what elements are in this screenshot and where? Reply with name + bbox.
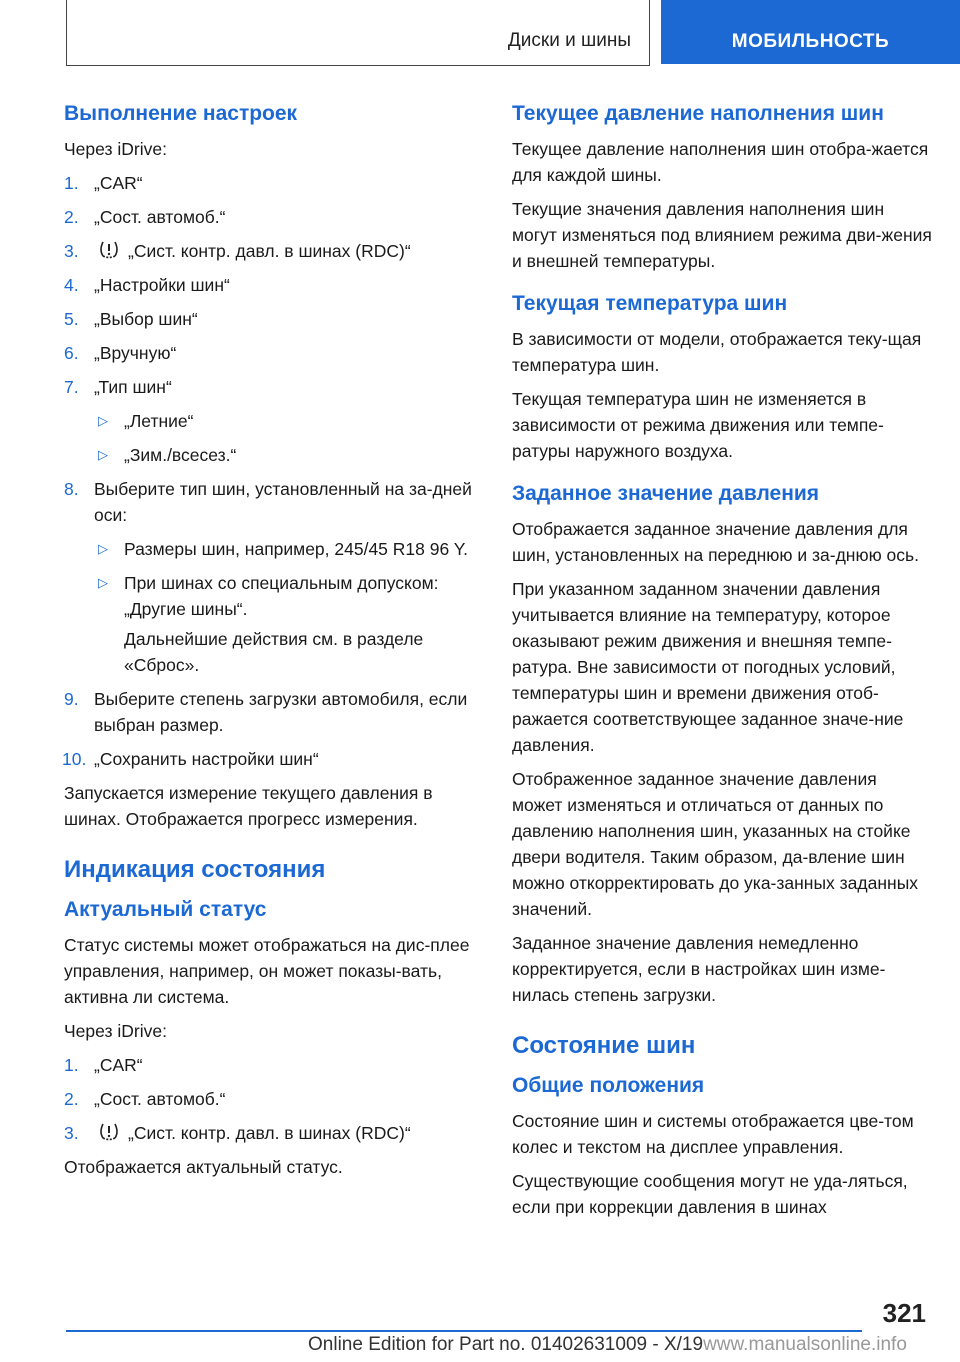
heading-settings: Выполнение настроек (64, 102, 298, 125)
triangle-bullet-icon: ▷ (98, 413, 108, 428)
step-number: 10. (62, 749, 87, 769)
step-item (64, 476, 480, 678)
section-title: Диски и шины (507, 30, 631, 51)
step-text: „CAR“ (94, 173, 143, 193)
chapter-title: МОБИЛЬНОСТЬ (731, 31, 890, 52)
step-number: 9. (64, 689, 79, 709)
triangle-bullet-icon: ▷ (98, 575, 108, 590)
step-text: „Настройки шин“ (94, 275, 230, 295)
heading-actual-status: Актуальный статус (64, 898, 267, 921)
sub-text: „Летние“ (124, 411, 194, 431)
status-steps (64, 1052, 480, 1146)
heading-current-temperature: Текущая температура шин (512, 292, 788, 315)
general-p1: Состояние шин и системы отображается цве-том колес и текстом на дисплее управления. (512, 1111, 914, 1157)
sub-note: Дальнейшие действия см. в разделе «Сброс». (124, 629, 424, 675)
rear-axle-options (94, 536, 480, 678)
step-item (64, 204, 480, 230)
step-item (64, 746, 480, 772)
step-text: „Вручную“ (94, 343, 177, 363)
step-text: „Сост. автомоб.“ (94, 207, 226, 227)
temperature-p2: Текущая температура шин не изменяется в зависимости от режима движения или темпе-ратуры наружного воздуха. (512, 389, 884, 461)
step-number: 2. (64, 207, 79, 227)
sub-text: При шинах со специальным допуском: „Другие шины“. (124, 573, 439, 619)
step-number: 5. (64, 309, 79, 329)
current-pressure-p1: Текущее давление наполнения шин отобра-жается для каждой шины. (512, 139, 929, 185)
tpms-warning-icon (98, 240, 120, 260)
settings-steps (64, 170, 480, 772)
step-text: „Сохранить настройки шин“ (94, 749, 319, 769)
tyre-type-options (94, 408, 480, 468)
target-p1: Отображается заданное значение давления для шин, установленных на переднюю и за-днюю ось. (512, 519, 920, 565)
step-text: Выберите степень загрузки автомобиля, если выбран размер. (94, 689, 468, 735)
heading-tyre-state: Состояние шин (512, 1032, 696, 1059)
status-paragraph: Статус системы может отображаться на дис-плее управления, например, он может показы-вать, активна ли система. (64, 935, 470, 1007)
sub-text: „Зим./всесез.“ (124, 445, 237, 465)
heading-target-pressure: Заданное значение давления (512, 482, 820, 505)
step-text: „Сост. автомоб.“ (94, 1089, 226, 1109)
step-number: 2. (64, 1089, 79, 1109)
general-p2: Существующие сообщения могут не уда-ляться, если при коррекции давления в шинах (512, 1171, 908, 1217)
right-column (512, 100, 932, 1228)
step-item (64, 686, 480, 738)
sub-item (94, 536, 480, 562)
step-number: 1. (64, 173, 79, 193)
step-item (64, 272, 480, 298)
sub-text: Размеры шин, например, 245/45 R18 96 Y. (124, 539, 469, 559)
step-text: „Сист. контр. давл. в шинах (RDC)“ (128, 241, 411, 261)
measurement-note: Запускается измерение текущего давления в шинах. Отображается прогресс измерения. (64, 783, 433, 829)
triangle-bullet-icon: ▷ (98, 541, 108, 556)
left-column (64, 100, 480, 1188)
sub-item (94, 570, 480, 678)
step-number: 8. (64, 479, 79, 499)
current-pressure-p2: Текущие значения давления наполнения шин могут изменяться под влиянием режима дви-жения и внешней температуры. (512, 199, 932, 271)
via-idrive: Через iDrive: (64, 139, 167, 159)
target-p4: Заданное значение давления немедленно корректируется, если в настройках шин изме-нилась степень загрузки. (512, 933, 886, 1005)
header-box (66, 0, 650, 66)
step-text: Выберите тип шин, установленный на за-дней оси: (94, 479, 472, 525)
footer-text (308, 1334, 907, 1356)
step-number: 3. (64, 241, 79, 261)
target-p3: Отображенное заданное значение давления может изменяться и отличаться от данных по давлению наполнения шин, указанных на стойке двери водителя. Таким образом, да-вление шин можно откорректировать до ука-занных заданных значений. (512, 769, 919, 919)
heading-current-pressure: Текущее давление наполнения шин (512, 102, 884, 125)
step-number: 4. (64, 275, 79, 295)
step-number: 7. (64, 377, 79, 397)
heading-general: Общие положения (512, 1074, 705, 1097)
step-text: „Тип шин“ (94, 377, 172, 397)
step-item (64, 1086, 480, 1112)
tpms-warning-icon (98, 1122, 120, 1142)
step-item (64, 374, 480, 468)
page-number: 321 (882, 1298, 926, 1328)
chapter-tab (661, 0, 960, 64)
step-text: „Сист. контр. давл. в шинах (RDC)“ (128, 1123, 411, 1143)
step-item (64, 1052, 480, 1078)
status-result: Отображается актуальный статус. (64, 1157, 343, 1177)
footer-divider (66, 1330, 862, 1332)
step-item (64, 340, 480, 366)
step-text: „Выбор шин“ (94, 309, 198, 329)
via-idrive-2: Через iDrive: (64, 1021, 167, 1041)
triangle-bullet-icon: ▷ (98, 447, 108, 462)
edition-text: Online Edition for Part no. 01402631009 - X/19 (308, 1334, 704, 1355)
step-number: 1. (64, 1055, 79, 1075)
sub-item (94, 408, 480, 434)
step-item (64, 306, 480, 332)
step-item (64, 1120, 480, 1146)
step-number: 6. (64, 343, 79, 363)
temperature-p1: В зависимости от модели, отображается теку-щая температура шин. (512, 329, 922, 375)
target-p2: При указанном заданном значении давления учитывается влияние на температуру, которое оказывают режим движения и внешняя темпе-ратура. Вне зависимости от погодных условий, температуры шин и времени движения отоб-ражается соответствующее заданное значе-ние давления. (512, 579, 904, 755)
step-text: „CAR“ (94, 1055, 143, 1075)
step-number: 3. (64, 1123, 79, 1143)
step-item (64, 170, 480, 196)
step-item (64, 238, 480, 264)
watermark-link[interactable]: www.manualsonline.info (703, 1334, 907, 1355)
sub-item (94, 442, 480, 468)
heading-status-indication: Индикация состояния (64, 856, 326, 883)
